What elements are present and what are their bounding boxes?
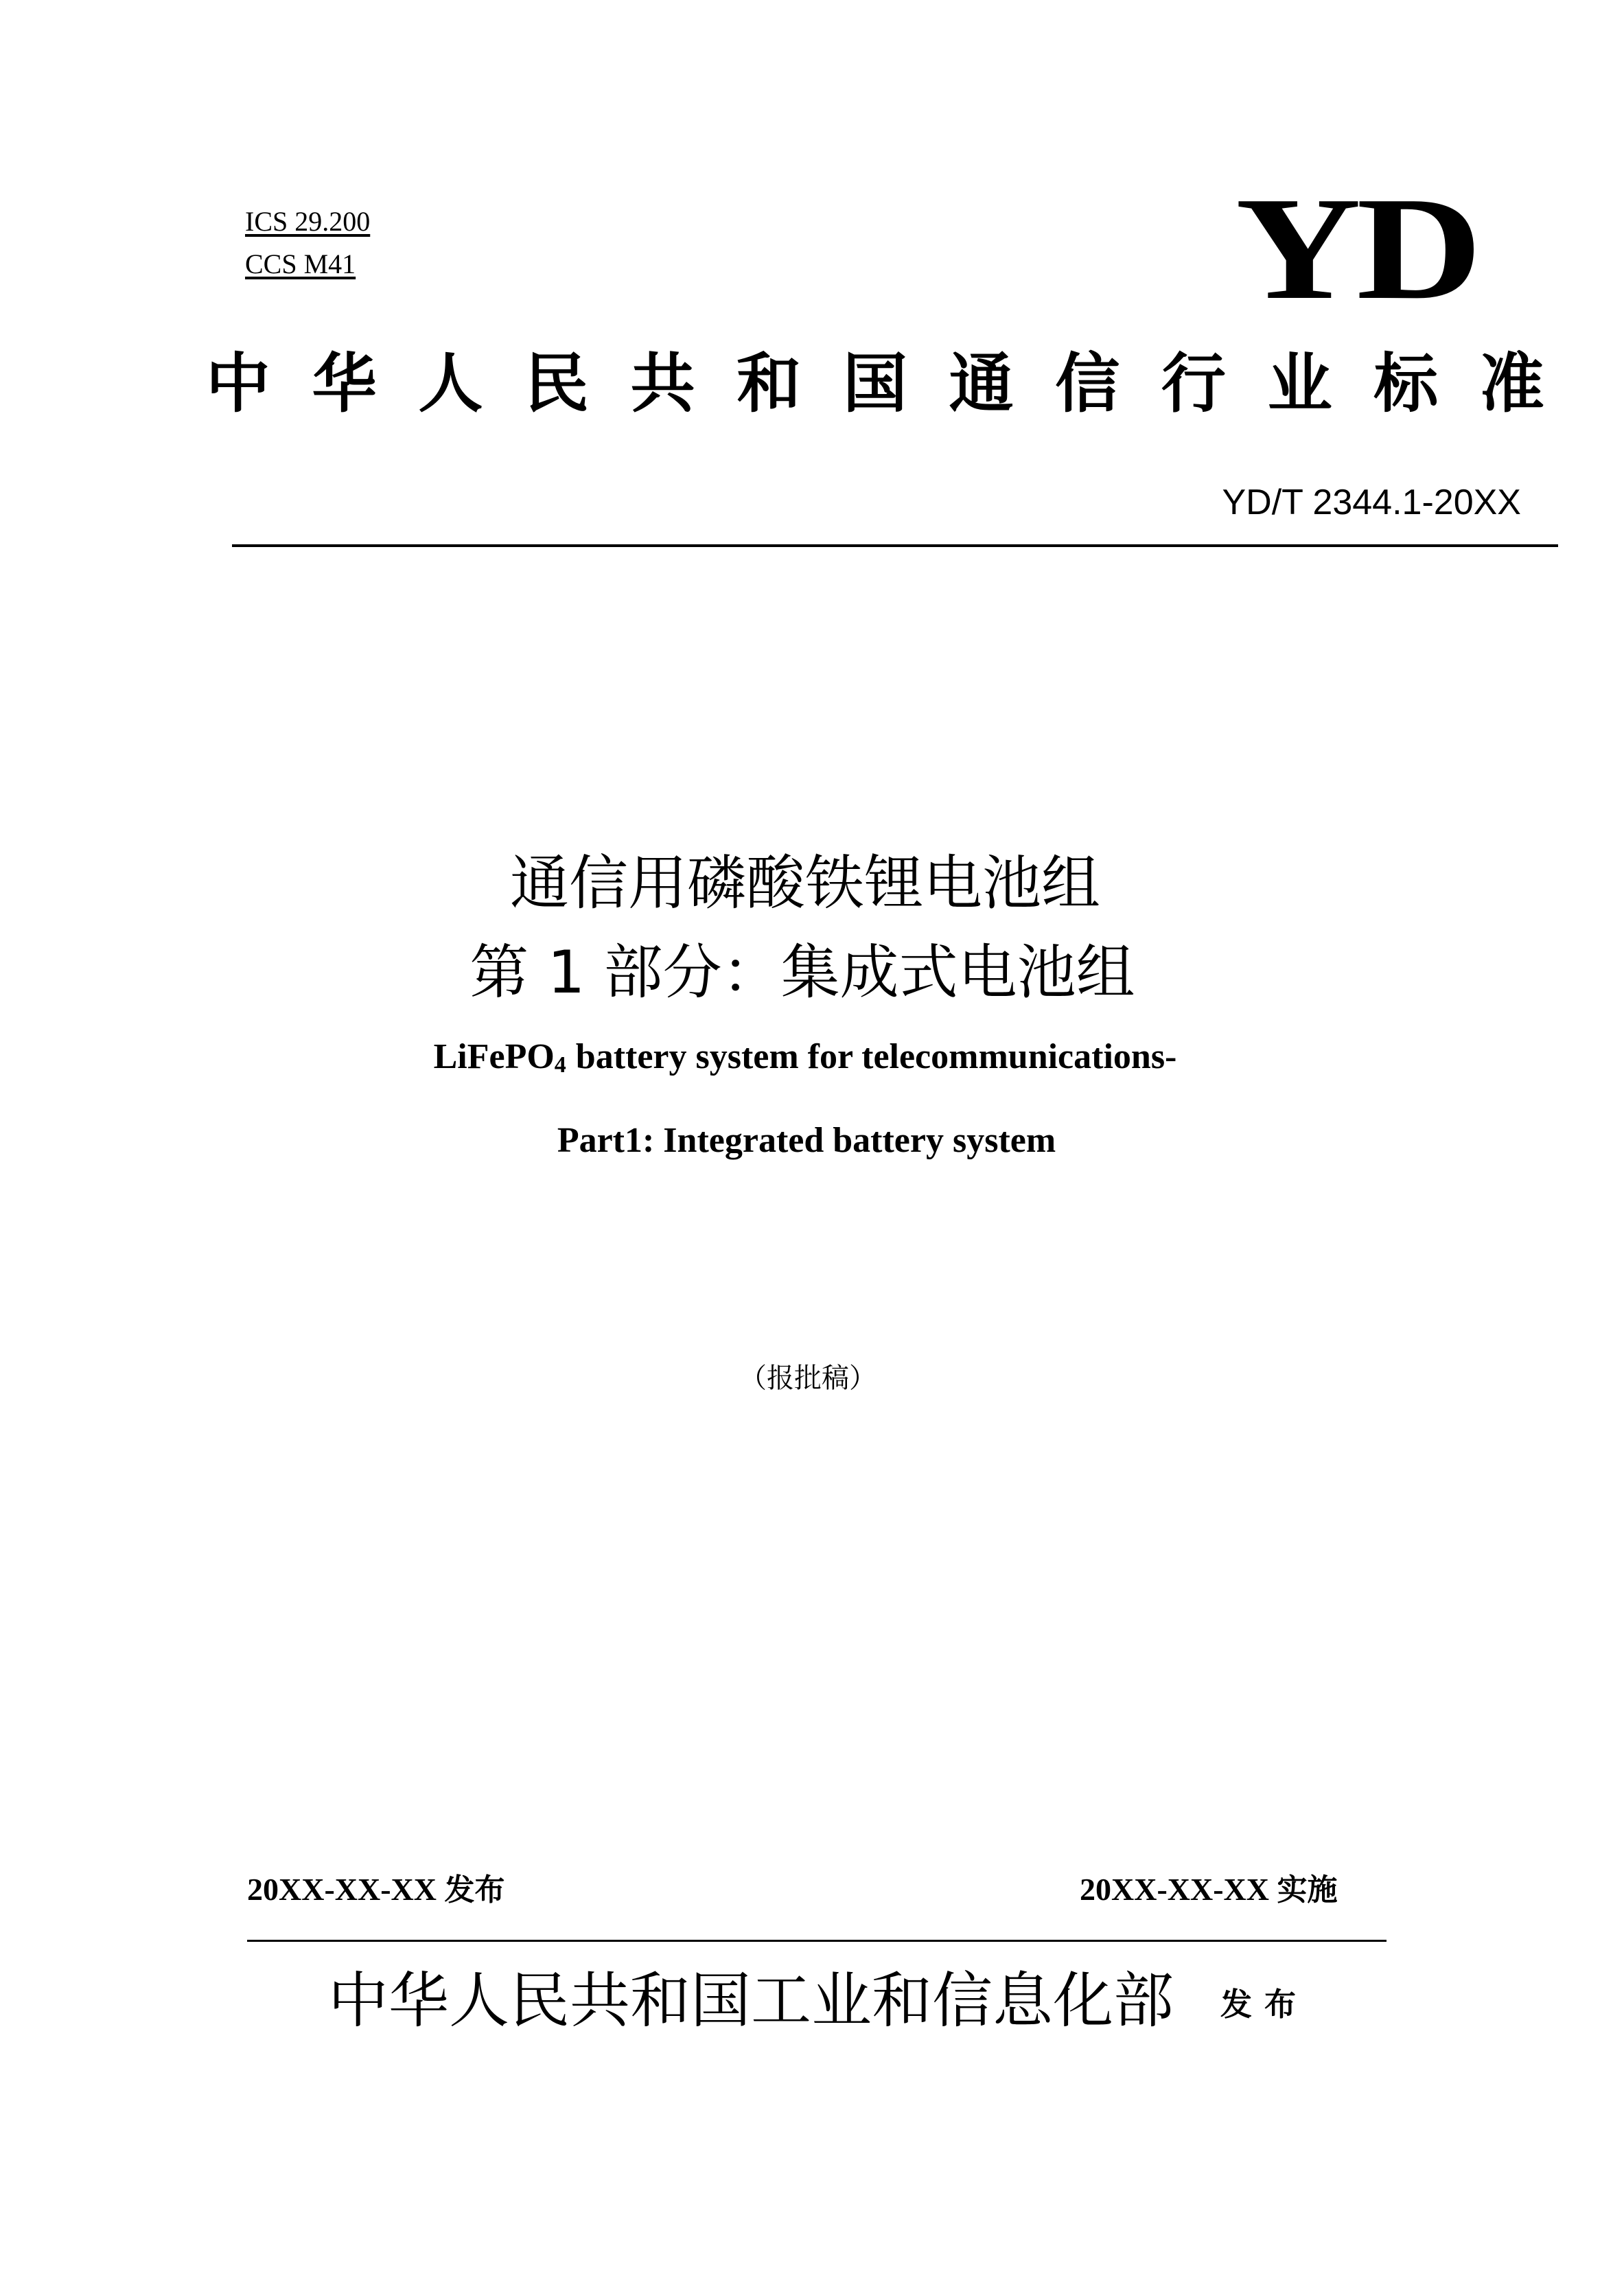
- standard-header-char: 和: [736, 347, 802, 421]
- standard-header-char: 中: [206, 347, 271, 421]
- title-en-prefix: LiFePO: [433, 1037, 555, 1076]
- title-en-subscript: 4: [554, 1052, 566, 1078]
- standard-header: [206, 343, 1544, 426]
- title-cn-line1: 通信用磷酸铁锂电池组: [510, 849, 1100, 918]
- title-en-line2: Part1: Integrated battery system: [557, 1121, 1056, 1160]
- title-en-line1: [0, 1033, 1617, 1089]
- standard-header-char: 信: [1055, 347, 1120, 421]
- standard-header-char: 准: [1479, 347, 1544, 421]
- title-cn-line2: 第 1 部分：集成式电池组: [469, 938, 1135, 1007]
- standard-header-char: 人: [418, 347, 483, 421]
- standard-header-char: 华: [312, 347, 377, 421]
- standard-header-char: 通: [949, 347, 1014, 421]
- standard-number: YD/T 2344.1-20XX: [1222, 483, 1521, 522]
- standard-header-char: 标: [1373, 347, 1439, 421]
- footer-divider: [247, 1940, 1387, 1942]
- ics-code: ICS 29.200: [245, 206, 371, 237]
- issuer-name: 中华人民共和国工业和信息化部: [328, 1965, 1174, 2036]
- classification-codes: [245, 200, 370, 286]
- title-en-rest: battery system for telecommunications-: [575, 1037, 1177, 1076]
- implement-label: 实施: [1277, 1872, 1338, 1907]
- yd-logo: YD: [1236, 166, 1478, 330]
- standard-header-char: 业: [1267, 347, 1332, 421]
- standard-header-char: 民: [524, 347, 589, 421]
- header-divider: [232, 544, 1558, 547]
- implement-date: 20XX-XX-XX: [1080, 1872, 1269, 1907]
- standard-header-char: 行: [1161, 347, 1226, 421]
- standard-header-char: 共: [630, 347, 695, 421]
- publish-label: 发布: [444, 1872, 505, 1907]
- publish-date-line: [247, 1868, 504, 1912]
- ccs-code: CCS M41: [245, 248, 356, 279]
- issuer-verb: 发布: [1220, 1986, 1308, 2023]
- implement-date-line: [1080, 1868, 1337, 1912]
- publish-date: 20XX-XX-XX: [247, 1872, 437, 1907]
- standard-header-char: 国: [842, 347, 907, 421]
- draft-status: （报批稿）: [739, 1362, 877, 1394]
